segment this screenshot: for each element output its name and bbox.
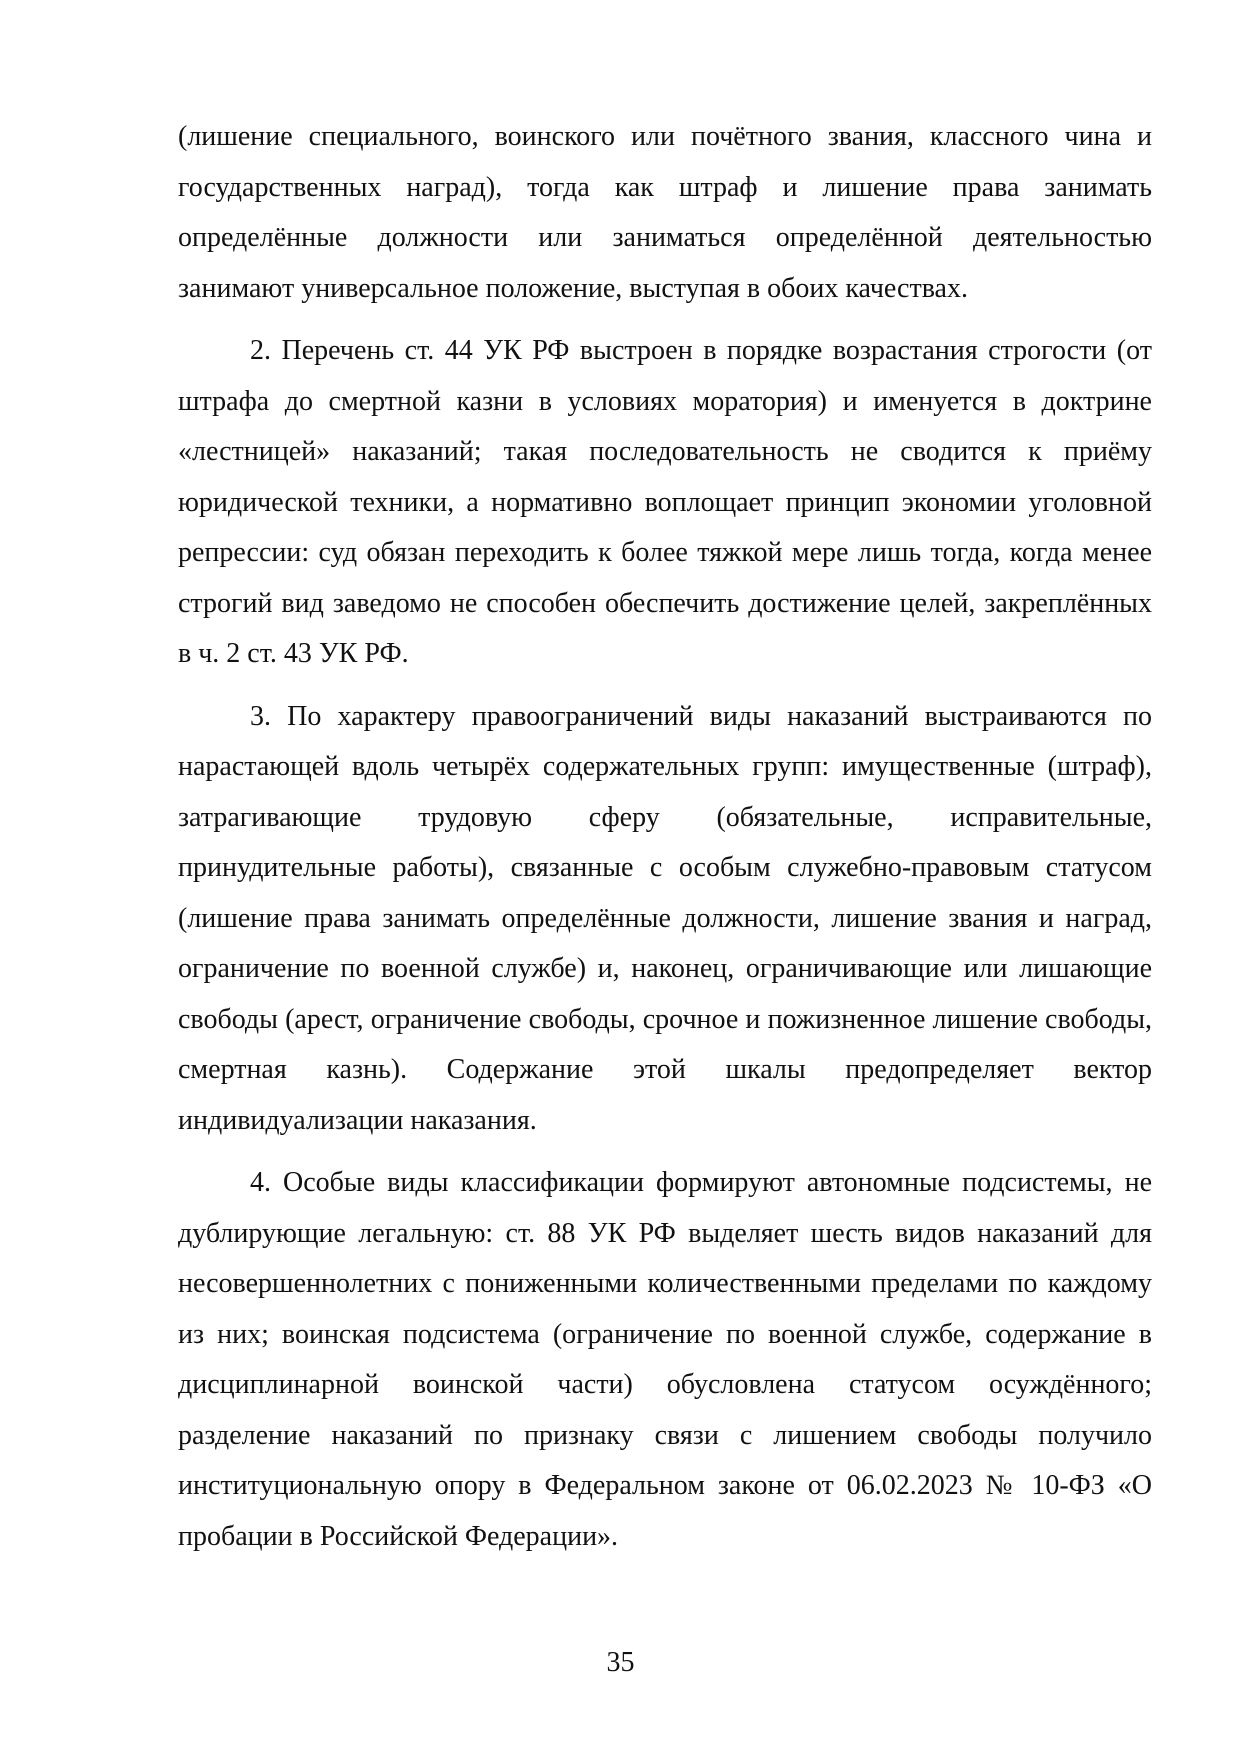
paragraph-2: 2. Перечень ст. 44 УК РФ выстроен в порядке возрастания строгости (от штрафа до смертной казни в условиях моратория) и именуется в доктрине «лестницей» наказаний; такая последовательность не сводится к приёму юридической техники, а нормативно воплощает принцип экономии уголовной репрессии: суд обязан переходить к более тяжкой мере лишь тогда, когда менее строгий вид заведомо не способен обеспечить достижение целей, закреплённых в ч. 2 ст. 43 УК РФ. [178,335,1152,669]
paragraph-4: 4. Особые виды классификации формируют автономные подсистемы, не дублирующие легальную: ст. 88 УК РФ выделяет шесть видов наказаний для несовершеннолетних с пониженными количественными пределами по каждому из них; воинская подсистема (ограничение по военной службе, содержание в дисциплинарной воинской части) обусловлена статусом осуждённого; разделение наказаний по признаку связи с лишением свободы получило институциональную опору в Федеральном законе от 06.02.2023 № 10-ФЗ «О пробации в Российской Федерации». [178,1167,1152,1552]
paragraph-continuation: (лишение специального, воинского или почётного звания, классного чина и государственных наград), тогда как штраф и лишение права занимать определённые должности или заниматься определённой деятельностью занимают универсальное положение, выступая в обоих качествах. [178,121,1152,304]
page-number: 35 [606,1647,635,1678]
body-text [178,112,1152,1562]
paragraph-3: 3. По характеру правоограничений виды наказаний выстраиваются по нарастающей вдоль четырёх содержательных групп: имущественные (штраф), затрагивающие трудовую сферу (обязательные, исправительные, принудительные работы), связанные с особым служебно-правовым статусом (лишение права занимать определённые должности, лишение звания и наград, ограничение по военной службе) и, наконец, ограничивающие или лишающие свободы (арест, ограничение свободы, срочное и пожизненное лишение свободы, смертная казнь). Содержание этой шкалы предопределяет вектор индивидуализации наказания. [178,700,1152,1136]
